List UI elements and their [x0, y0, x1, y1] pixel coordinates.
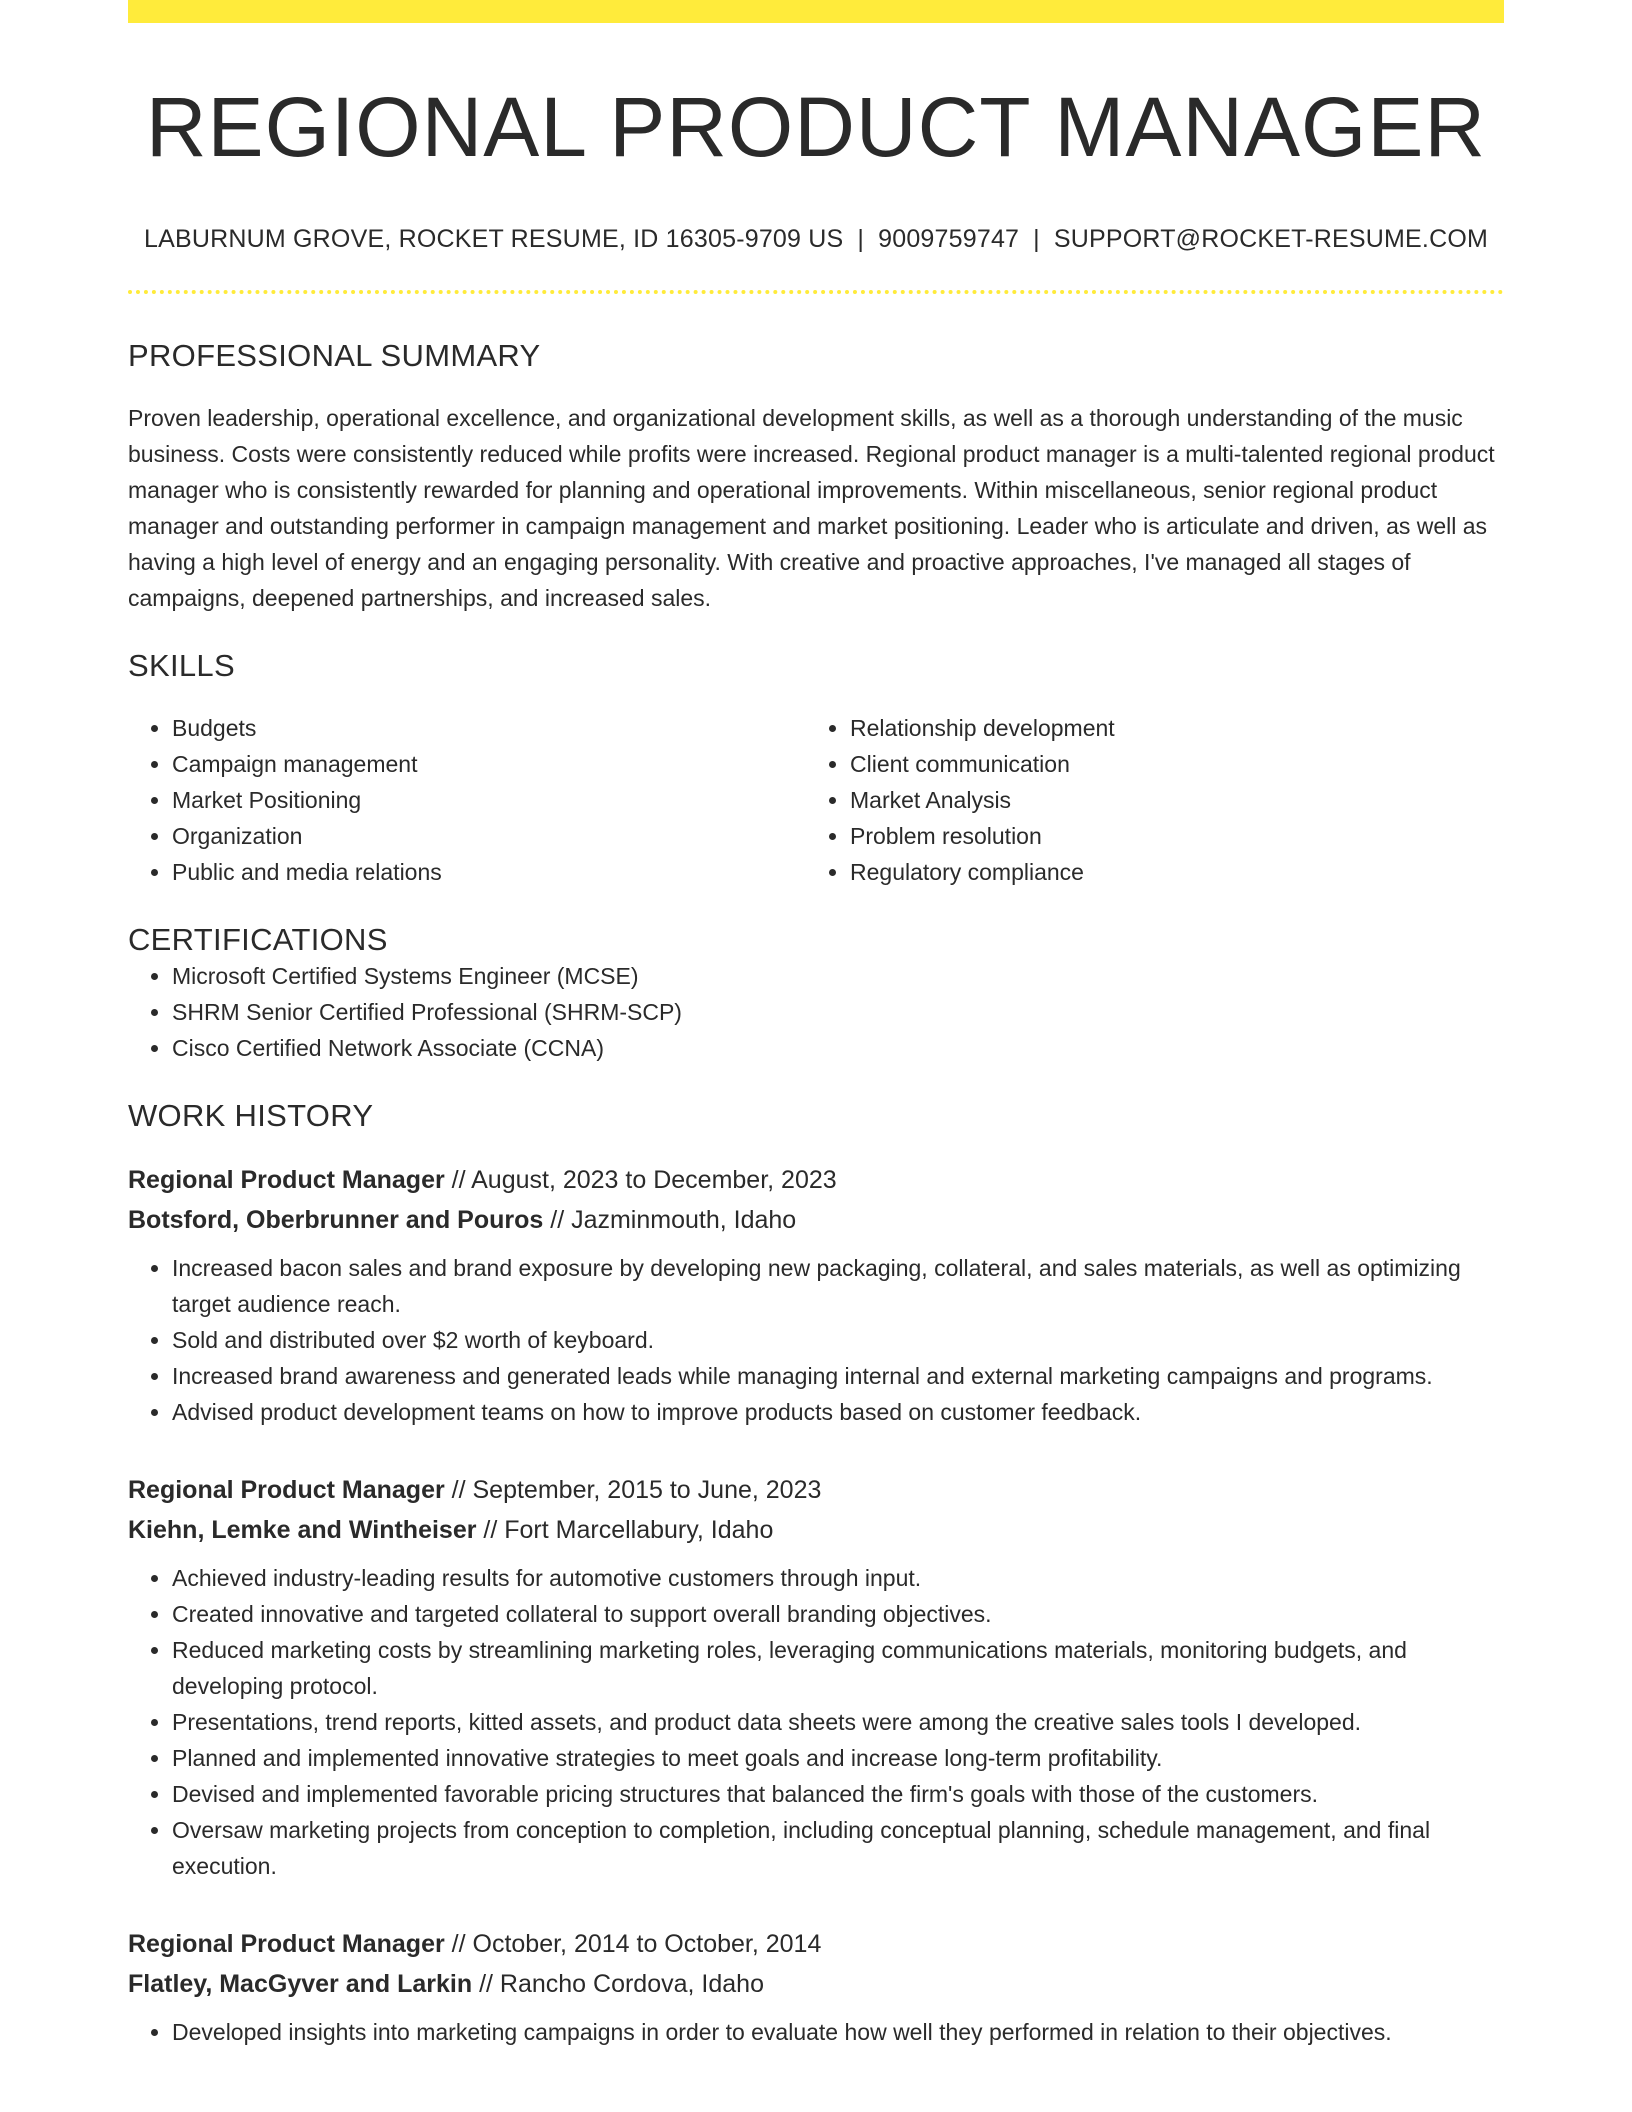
job-title-line [128, 1470, 1504, 1510]
job-dates: // October, 2014 to October, 2014 [444, 1930, 822, 1959]
job-bullet: • Reduced marketing costs by streamlining marketing roles, leveraging communications materials, monitoring budgets, and developing protocol. [172, 1632, 1504, 1704]
job-location: // Rancho Cordova, Idaho [472, 1970, 764, 1999]
job-title-line [128, 1160, 1504, 1200]
job-bullet: • Increased bacon sales and brand exposure by developing new packaging, collateral, and sales materials, as well as optimizing target audience reach. [172, 1250, 1504, 1322]
job-location: // Fort Marcellabury, Idaho [476, 1516, 774, 1545]
skills-left-list [128, 710, 806, 890]
skill-item: • Organization [172, 818, 806, 854]
certification-item: • SHRM Senior Certified Professional (SHRM-SCP) [172, 994, 1504, 1030]
skill-item: • Market Positioning [172, 782, 806, 818]
accent-bar [128, 0, 1504, 23]
job-bullet: • Increased brand awareness and generated leads while managing internal and external marketing campaigns and programs. [172, 1358, 1504, 1394]
contact-separator: | [857, 225, 865, 254]
job-bullet: • Sold and distributed over $2 worth of keyboard. [172, 1322, 1504, 1358]
dotted-divider [128, 290, 1504, 294]
job-bullet: • Devised and implemented favorable pricing structures that balanced the firm's goals with those of the customers. [172, 1776, 1504, 1812]
job-dates: // August, 2023 to December, 2023 [444, 1166, 837, 1195]
skill-item: • Market Analysis [850, 782, 1484, 818]
job-role: Regional Product Manager [128, 1476, 445, 1505]
contact-separator: | [1033, 225, 1040, 254]
contact-email: SUPPORT@ROCKET-RESUME.COM [1053, 225, 1489, 254]
job-company-line [128, 1964, 1504, 2004]
work-history-heading: WORK HISTORY [128, 1098, 374, 1134]
job-location: // Jazminmouth, Idaho [543, 1206, 797, 1235]
job-company-line [128, 1510, 1504, 1550]
certifications-heading: CERTIFICATIONS [128, 922, 388, 958]
job-bullet: • Achieved industry-leading results for automotive customers through input. [172, 1560, 1504, 1596]
skills-right-list [806, 710, 1484, 890]
summary-heading: PROFESSIONAL SUMMARY [128, 338, 541, 374]
certifications-list [128, 958, 1504, 1066]
skill-item: • Public and media relations [172, 854, 806, 890]
resume-page [128, 0, 1504, 2050]
certification-item: • Cisco Certified Network Associate (CCNA) [172, 1030, 1504, 1066]
skill-item: • Regulatory compliance [850, 854, 1484, 890]
job-bullets [128, 2014, 1504, 2050]
contact-phone: 9009759747 [878, 225, 1020, 254]
certification-item: • Microsoft Certified Systems Engineer (MCSE) [172, 958, 1504, 994]
job-entry [128, 1924, 1504, 2050]
job-bullet: • Developed insights into marketing campaigns in order to evaluate how well they performed in relation to their objectives. [172, 2014, 1504, 2050]
skills-heading: SKILLS [128, 648, 235, 684]
job-bullets [128, 1560, 1504, 1884]
skill-item: • Campaign management [172, 746, 806, 782]
skill-item: • Relationship development [850, 710, 1484, 746]
contact-address: LABURNUM GROVE, ROCKET RESUME, ID 16305-9709 US [143, 225, 844, 254]
job-company: Flatley, MacGyver and Larkin [128, 1970, 473, 1999]
job-title-line [128, 1924, 1504, 1964]
job-company: Botsford, Oberbrunner and Pouros [128, 1206, 544, 1235]
summary-text: Proven leadership, operational excellence, and organizational development skills, as well as a thorough understanding of the music business. Costs were consistently reduced while profits were increased. Regional product manager is a multi-talented regional product manager who is consistently rewarded for planning and operational improvements. Within miscellaneous, senior regional product manager and outstanding performer in campaign management and market positioning. Leader who is articulate and driven, as well as having a high level of energy and an engaging personality. With creative and proactive approaches, I've managed all stages of campaigns, deepened partnerships, and increased sales. [128, 405, 1495, 612]
job-dates: // September, 2015 to June, 2023 [444, 1476, 822, 1505]
resume-title: REGIONAL PRODUCT MANAGER [145, 80, 1487, 174]
job-company-line [128, 1200, 1504, 1240]
job-bullet: • Advised product development teams on how to improve products based on customer feedback. [172, 1394, 1504, 1430]
skill-item: • Client communication [850, 746, 1484, 782]
job-role: Regional Product Manager [128, 1930, 445, 1959]
skills-columns [128, 710, 1504, 890]
job-bullet: • Oversaw marketing projects from conception to completion, including conceptual planning, schedule management, and final execution. [172, 1812, 1504, 1884]
job-bullet: • Presentations, trend reports, kitted assets, and product data sheets were among the creative sales tools I developed. [172, 1704, 1504, 1740]
skill-item: • Problem resolution [850, 818, 1484, 854]
job-entry [128, 1470, 1504, 1884]
job-entry [128, 1160, 1504, 1430]
job-bullet: • Created innovative and targeted collateral to support overall branding objectives. [172, 1596, 1504, 1632]
contact-line [128, 225, 1504, 254]
job-role: Regional Product Manager [128, 1166, 445, 1195]
job-company: Kiehn, Lemke and Wintheiser [128, 1516, 477, 1545]
skill-item: • Budgets [172, 710, 806, 746]
job-bullets [128, 1250, 1504, 1430]
job-bullet: • Planned and implemented innovative strategies to meet goals and increase long-term profitability. [172, 1740, 1504, 1776]
